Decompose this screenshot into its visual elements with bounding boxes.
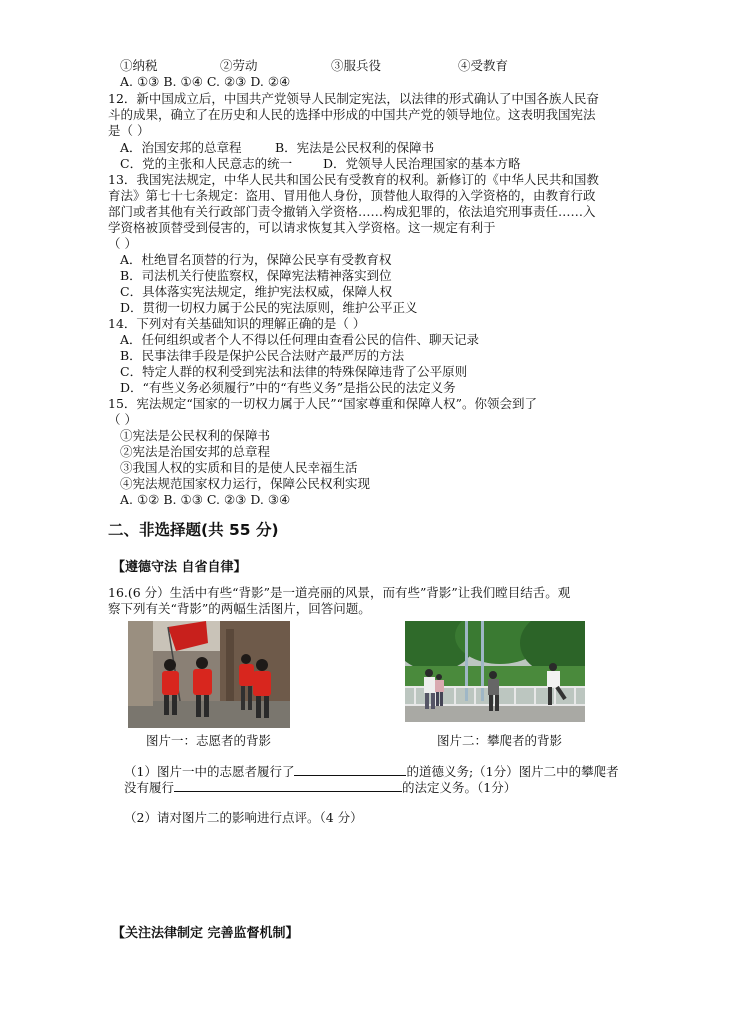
q16-part-1-text-d: 的法定义务。（1分）	[402, 780, 517, 795]
q14-option-c: C．特定人群的权利受到宪法和法律的特殊保障违背了公平原则	[120, 364, 468, 379]
q16-part-1-text-a: （1）图片一中的志愿者履行了	[124, 764, 295, 779]
q12-option-a: A．治国安邦的总章程	[120, 140, 242, 155]
q13-option-d: D．贯彻一切权力属于公民的宪法原则，维护公平正义	[120, 300, 418, 315]
q12-line-2: 斗的成果，确立了在历史和人民的选择中形成的中国共产党的领导地位。这表明我国宪法	[108, 107, 596, 122]
q13-line-4: 学资格被顶替受到侵害的，可以请求恢复其入学资格。这一规定有利于	[108, 220, 496, 235]
answer-blank-legal-duty[interactable]	[174, 779, 402, 792]
q12-option-d: D．党领导人民治理国家的基本方略	[323, 156, 521, 171]
q11-option-3: ③服兵役	[331, 58, 382, 73]
q14-option-b: B．民事法律手段是保护公民合法财产最严厉的方法	[120, 348, 405, 363]
q13-line-5: （ ）	[108, 236, 137, 251]
photo-climbers-illustration	[405, 621, 585, 722]
q15-statement-4: ④宪法规范国家权力运行，保障公民权利实现	[120, 476, 371, 491]
q11-option-1: ①纳税	[120, 58, 158, 73]
photo-climbers	[405, 621, 585, 722]
q13-option-c: C．具体落实宪法规定，维护宪法权威，保障人权	[120, 284, 393, 299]
q14-line-1: 14．下列对有关基础知识的理解正确的是（ ）	[108, 316, 366, 331]
q15-line-2: （ ）	[108, 412, 137, 427]
q13-line-3: 部门或者其他有关行政部门责令撤销入学资格……构成犯罪的，依法追究刑事责任……入	[108, 204, 596, 219]
q13-option-a: A．杜绝冒名顶替的行为，保障公民享有受教育权	[120, 252, 392, 267]
q12-line-1: 12．新中国成立后，中国共产党领导人民制定宪法，以法律的形式确认了中国各族人民奋	[108, 91, 599, 106]
q13-option-b: B．司法机关行使监察权，保障宪法精神落实到位	[120, 268, 392, 283]
q16-line-1: 16.(6 分）生活中有些“背影”是一道亮丽的风景，而有些”背影”让我们瞠目结舌。观	[108, 585, 571, 600]
q16-part-1-line-1	[124, 763, 619, 779]
block-2-title: 【关注法律制定 完善监督机制】	[112, 926, 299, 941]
q16-part-2: （2）请对图片二的影响进行点评。（4 分）	[124, 810, 363, 825]
q15-statement-2: ②宪法是治国安邦的总章程	[120, 444, 271, 459]
photo-climbers-caption: 图片二：攀爬者的背影	[437, 733, 563, 748]
q15-statement-3: ③我国人权的实质和目的是使人民幸福生活	[120, 460, 358, 475]
section-2-title: 二、非选择题(共 55 分)	[108, 521, 279, 539]
q12-option-c: C．党的主张和人民意志的统一	[120, 156, 293, 171]
q12-line-3: 是（ ）	[108, 123, 150, 138]
q15-line-1: 15．宪法规定“国家的一切权力属于人民”“国家尊重和保障人权”。你领会到了	[108, 396, 537, 411]
q11-choices: A. ①③ B. ①④ C. ②③ D. ②④	[120, 74, 291, 89]
q16-line-2: 察下列有关“背影”的两幅生活图片，回答问题。	[108, 601, 371, 616]
q16-part-1-line-2	[124, 779, 516, 795]
block-1-title: 【遵德守法 自省自律】	[112, 560, 247, 575]
q14-option-a: A．任何组织或者个人不得以任何理由查看公民的信件、聊天记录	[120, 332, 480, 347]
q12-option-b: B．宪法是公民权利的保障书	[275, 140, 435, 155]
q11-option-2: ②劳动	[220, 58, 258, 73]
q15-choices: A. ①② B. ①③ C. ②③ D. ③④	[120, 492, 291, 507]
photo-volunteers-illustration	[128, 621, 290, 728]
q11-option-4: ④受教育	[458, 58, 509, 73]
photo-volunteers	[128, 621, 290, 728]
q16-part-1-text-c: 没有履行	[124, 780, 175, 795]
q14-option-d: D．“有些义务必须履行”中的“有些义务”是指公民的法定义务	[120, 380, 456, 395]
photo-volunteers-caption: 图片一：志愿者的背影	[146, 733, 272, 748]
q13-line-1: 13．我国宪法规定，中华人民共和国公民有受教育的权利。新修订的《中华人民共和国教	[108, 172, 599, 187]
q15-statement-1: ①宪法是公民权利的保障书	[120, 428, 271, 443]
q13-line-2: 育法》第七十七条规定：盗用、冒用他人身份，顶替他人取得的入学资格的，由教育行政	[108, 188, 596, 203]
q16-part-1-text-b: 的道德义务;（1分）图片二中的攀爬者	[406, 764, 619, 779]
answer-blank-moral-duty[interactable]	[294, 763, 406, 776]
